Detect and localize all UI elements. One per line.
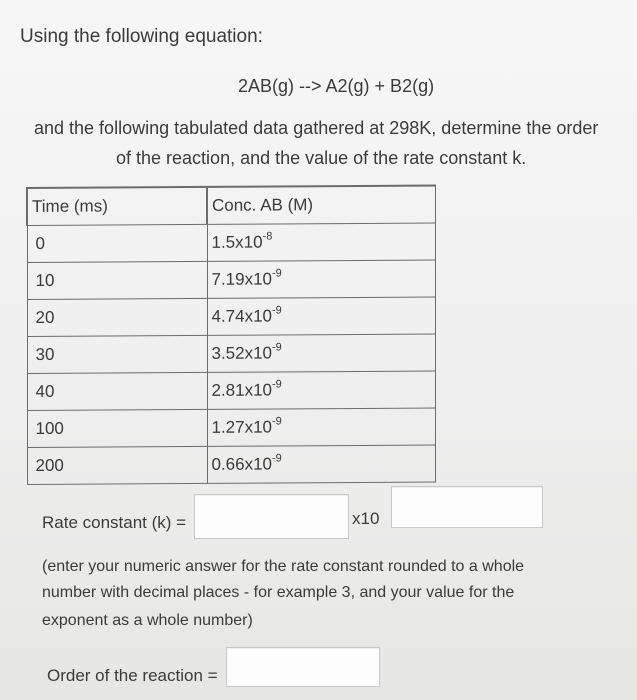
time-cell: 30 [27, 335, 207, 373]
instruction-note-line-3: exponent as a whole number) [42, 612, 253, 629]
concentration-mantissa: 7.19x10 [211, 269, 272, 289]
instruction-note-line-1: (enter your numeric answer for the rate constant rounded to a whole [42, 558, 525, 575]
concentration-exponent: -9 [272, 378, 282, 391]
table-row [27, 297, 436, 336]
concentration-exponent: -9 [272, 452, 282, 465]
exponent-input[interactable] [391, 486, 543, 528]
rate-constant-input[interactable] [194, 494, 349, 539]
rate-constant-label: Rate constant (k) = [42, 513, 187, 532]
concentration-cell [207, 371, 436, 409]
concentration-cell [207, 223, 436, 261]
instruction-note-line-2: number with decimal places - for example 3, and your value for the [42, 584, 515, 601]
time-cell: 20 [27, 298, 207, 336]
concentration-column-header: Conc. AB (M) [207, 185, 436, 224]
concentration-exponent: -8 [262, 230, 273, 243]
concentration-mantissa: 1.5x10 [211, 232, 263, 252]
concentration-exponent: -9 [272, 267, 282, 280]
table-row [27, 334, 436, 373]
time-cell: 0 [27, 224, 207, 262]
concentration-mantissa: 3.52x10 [211, 343, 272, 363]
concentration-mantissa: 2.81x10 [211, 380, 272, 400]
concentration-data-table [26, 184, 436, 485]
question-description-line-1: and the following tabulated data gathered at 298K, determine the order [34, 118, 599, 138]
table-body [27, 223, 436, 484]
question-intro: Using the following equation: [20, 26, 263, 47]
concentration-exponent: -9 [272, 341, 282, 354]
times-ten-label: x10 [352, 509, 380, 528]
concentration-cell [207, 334, 436, 372]
concentration-cell [207, 260, 436, 298]
question-description-line-2: of the reaction, and the value of the rate constant k. [116, 148, 527, 168]
concentration-cell [207, 445, 436, 483]
table-header-row [27, 185, 436, 225]
concentration-exponent: -9 [272, 304, 282, 317]
concentration-mantissa: 0.66x10 [211, 454, 272, 474]
time-cell: 40 [27, 372, 207, 410]
reaction-order-label: Order of the reaction = [47, 666, 218, 685]
concentration-cell [207, 408, 436, 446]
time-cell: 10 [27, 261, 207, 299]
table-row [27, 408, 436, 447]
table-row [27, 223, 436, 262]
concentration-cell [207, 297, 436, 335]
concentration-exponent: -9 [272, 415, 282, 428]
reaction-equation: 2AB(g) --> A2(g) + B2(g) [238, 76, 435, 96]
concentration-mantissa: 1.27x10 [211, 417, 272, 437]
table-row [27, 445, 436, 484]
concentration-mantissa: 4.74x10 [211, 306, 272, 326]
time-column-header: Time (ms) [27, 187, 207, 226]
reaction-order-input[interactable] [226, 647, 380, 687]
time-cell: 100 [27, 409, 207, 447]
table-row [27, 260, 436, 299]
table-row [27, 371, 436, 410]
time-cell: 200 [27, 446, 207, 484]
